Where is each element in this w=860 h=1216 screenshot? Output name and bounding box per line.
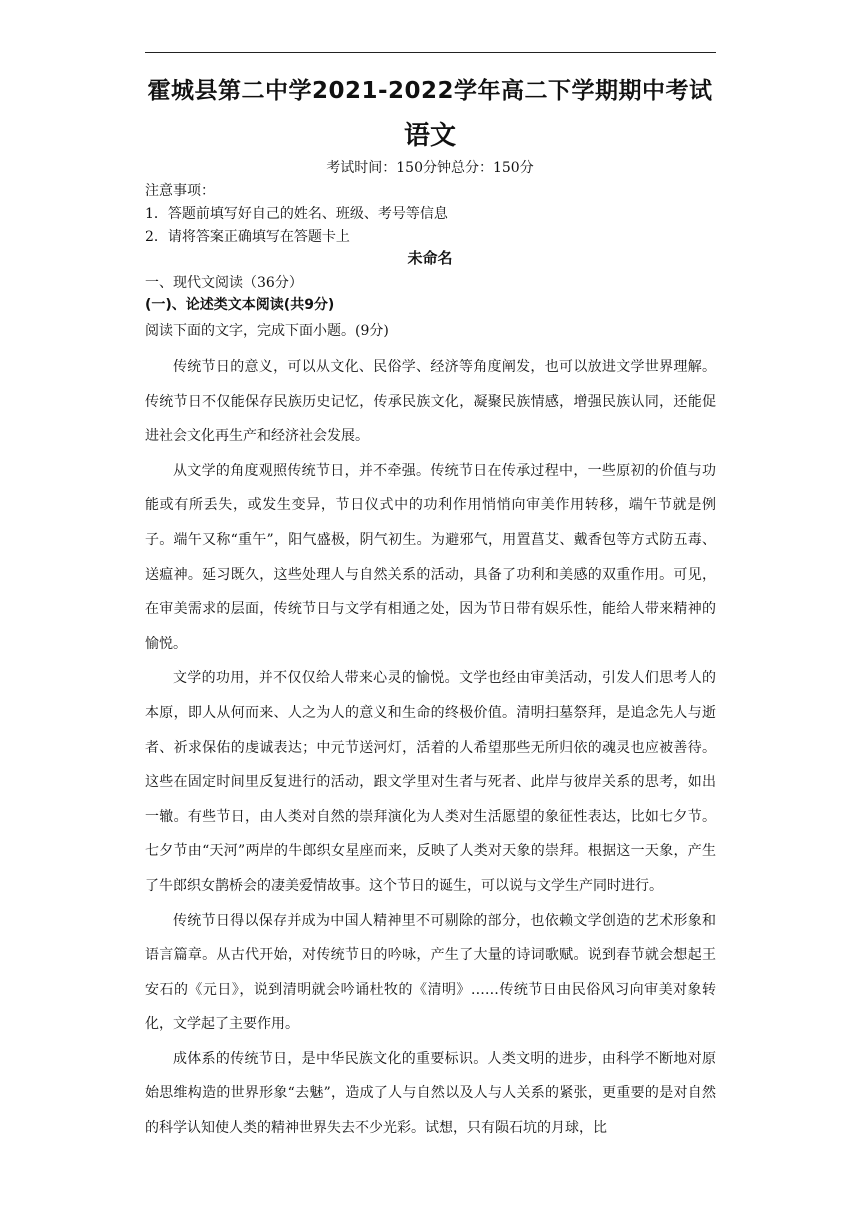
reading-instruction: 阅读下面的文字，完成下面小题。(9分) (145, 323, 389, 339)
notice-item-1: 1．答题前填写好自己的姓名、班级、考号等信息 (145, 206, 448, 222)
passage (145, 350, 716, 1146)
paragraph: 文学的功用，并不仅仅给人带来心灵的愉悦。文学也经由审美活动，引发人们思考人的本原，即人从何而来、人之为人的意义和生命的终极价值。清明扫墓祭拜，是追念先人与逝者、祈求保佑的虔诚表达；中元节送河灯，活着的人希望那些无所归依的魂灵也应被善待。这些在固定时间里反复进行的活动，跟文学里对生者与死者、此岸与彼岸关系的思考，如出一辙。有些节日，由人类对自然的崇拜演化为人类对生活愿望的象征性表达，比如七夕节。七夕节由“天河”两岸的牛郎织女星座而来，反映了人类对天象的崇拜。根据这一天象，产生了牛郎织女鹊桥会的凄美爱情故事。这个节日的诞生，可以说与文学生产同时进行。 (145, 670, 716, 894)
unnamed-label: 未命名 (407, 249, 453, 267)
paragraph: 成体系的传统节日，是中华民族文化的重要标识。人类文明的进步，由科学不断地对原始思维构造的世界形象“去魅”，造成了人与自然以及人与人关系的紧张，更重要的是对自然的科学认知使人类的精神世界失去不少光彩。试想，只有陨石坑的月球，比 (145, 1050, 716, 1137)
paragraph: 从文学的角度观照传统节日，并不牵强。传统节日在传承过程中，一些原初的价值与功能或有所丢失，或发生变异，节日仪式中的功利作用悄悄向审美作用转移，端午节就是例子。端午又称“重午”，阳气盛极，阴气初生。为避邪气，用置菖艾、戴香包等方式防五毒、送瘟神。延习既久，这些处理人与自然关系的活动，具备了功利和美感的双重作用。可见，在审美需求的层面，传统节日与文学有相通之处，因为节日带有娱乐性，能给人带来精神的愉悦。 (145, 462, 716, 652)
exam-info: 考试时间：150分钟总分：150分 (326, 160, 534, 176)
subsection-heading: (一)、论述类文本阅读(共9分) (145, 297, 335, 313)
document-title: 霍城县第二中学2021-2022学年高二下学期期中考试 (147, 78, 713, 104)
subject-title: 语文 (403, 121, 456, 151)
section-heading: 一、现代文阅读（36分） (145, 275, 303, 291)
paragraph: 传统节日得以保存并成为中国人精神里不可剔除的部分，也依赖文学创造的艺术形象和语言篇章。从古代开始，对传统节日的吟咏，产生了大量的诗词歌赋。说到春节就会想起王安石的《元日》，说到清明就会吟诵杜牧的《清明》……传统节日由民俗风习向审美对象转化，文学起了主要作用。 (145, 912, 716, 1033)
header-rule (145, 52, 716, 53)
notice-heading: 注意事项： (145, 183, 215, 199)
paragraph: 传统节日的意义，可以从文化、民俗学、经济等角度阐发，也可以放进文学世界理解。传统节日不仅能保存民族历史记忆，传承民族文化，凝聚民族情感，增强民族认同，还能促进社会文化再生产和经济社会发展。 (145, 359, 716, 445)
notice-item-2: 2．请将答案正确填写在答题卡上 (145, 229, 350, 245)
